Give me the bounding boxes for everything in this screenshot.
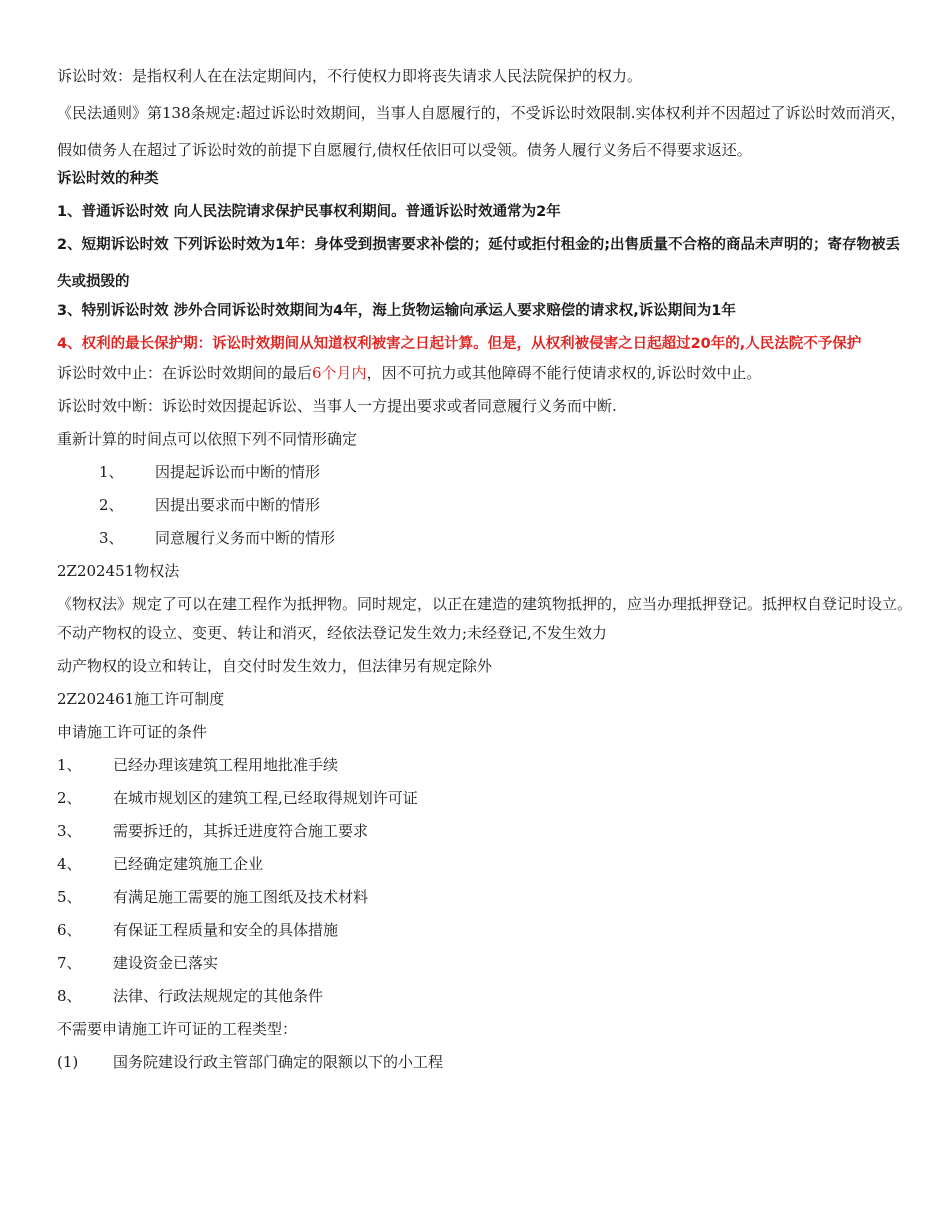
list-item	[57, 784, 913, 817]
permit-conditions-heading: 申请施工许可证的条件	[57, 723, 208, 741]
list-item-number: 3、	[57, 822, 82, 840]
list-item-text: 有保证工程质量和安全的具体措施	[113, 921, 339, 939]
list-item-text: 有满足施工需要的施工图纸及技术材料	[113, 888, 369, 906]
list-item-number: 4、	[57, 855, 82, 873]
list-item-text: 已经办理该建筑工程用地批准手续	[113, 756, 339, 774]
list-item	[57, 751, 913, 784]
statute-suspension-text-a: 诉讼时效中止：在诉讼时效期间的最后	[57, 364, 313, 382]
permit-conditions-list	[57, 751, 913, 1015]
list-item	[57, 524, 913, 557]
statute-interruption: 诉讼时效中断：诉讼时效因提起诉讼、当事人一方提出要求或者同意履行义务而中断.	[57, 397, 617, 415]
list-item-number: 5、	[57, 888, 82, 906]
list-item-text: 因提起诉讼而中断的情形	[155, 463, 321, 481]
statute-max-protection: 4、权利的最长保护期：诉讼时效期间从知道权利被害之日起计算。但是，从权利被侵害之日起超过20年的,人民法院不予保护	[57, 336, 862, 352]
no-permit-heading: 不需要申请施工许可证的工程类型：	[57, 1020, 298, 1038]
list-item	[57, 458, 913, 491]
list-item-number: 8、	[57, 987, 82, 1005]
list-item-text: 已经确定建筑施工企业	[113, 855, 264, 873]
list-item-number: 3、	[99, 529, 124, 547]
list-item	[57, 817, 913, 850]
list-item-text: 建设资金已落实	[113, 954, 219, 972]
list-item-text: 同意履行义务而中断的情形	[155, 529, 336, 547]
list-item	[57, 883, 913, 916]
list-item-number: 1、	[57, 756, 82, 774]
statute-type-ordinary: 1、普通诉讼时效 向人民法院请求保护民事权利期间。普通诉讼时效通常为2年	[57, 204, 561, 220]
list-item-text: 需要拆迁的，其拆迁进度符合施工要求	[113, 822, 369, 840]
list-item-number: (1)	[57, 1053, 79, 1071]
civil-law-article-138: 《民法通则》第138条规定:超过诉讼时效期间，当事人自愿履行的，不受诉讼时效限制.实体权利并不因超过了诉讼时效而消灭，假如债务人在超过了诉讼时效的前提下自愿履行,债权任依旧可以受领。债务人履行义务后不得要求返还。	[57, 104, 906, 159]
statute-suspension-text-b: ，因不可抗力或其他障碍不能行使请求权的,诉讼时效中止。	[366, 364, 762, 382]
list-item-text: 国务院建设行政主管部门确定的限额以下的小工程	[113, 1053, 444, 1071]
list-item-text: 在城市规划区的建筑工程,已经取得规划许可证	[113, 789, 418, 807]
list-item	[57, 1048, 913, 1081]
recalculation-list	[57, 458, 913, 557]
list-item-number: 1、	[99, 463, 124, 481]
list-item-number: 2、	[99, 496, 124, 514]
statute-types-heading: 诉讼时效的种类	[57, 171, 159, 187]
list-item-text: 因提出要求而中断的情形	[155, 496, 321, 514]
property-law-movable: 动产物权的设立和转让，自交付时发生效力，但法律另有规定除外	[57, 657, 493, 675]
no-permit-list	[57, 1048, 913, 1081]
list-item	[57, 850, 913, 883]
list-item-number: 6、	[57, 921, 82, 939]
list-item-text: 法律、行政法规规定的其他条件	[113, 987, 324, 1005]
statute-definition: 诉讼时效：是指权利人在在法定期间内，不行使权力即将丧失请求人民法院保护的权力。	[57, 67, 643, 85]
property-law-mortgage: 《物权法》规定了可以在建工程作为抵押物。同时规定，以正在建造的建筑物抵押的，应当办理抵押登记。抵押权自登记时设立。	[57, 595, 913, 613]
list-item	[57, 491, 913, 524]
permit-system-heading: 2Z202461施工许可制度	[57, 690, 225, 708]
list-item-number: 7、	[57, 954, 82, 972]
statute-suspension	[57, 359, 913, 392]
list-item-number: 2、	[57, 789, 82, 807]
statute-type-short: 2、短期诉讼时效 下列诉讼时效为1年：身体受到损害要求补偿的；延付或拒付租金的;出售质量不合格的商品未声明的；寄存物被丢失或损毁的	[57, 237, 901, 290]
property-law-heading: 2Z202451物权法	[57, 562, 180, 580]
statute-suspension-period: 6个月内	[312, 364, 367, 382]
statute-type-special: 3、特别诉讼时效 涉外合同诉讼时效期间为4年，海上货物运输向承运人要求赔偿的请求权,诉讼期间为1年	[57, 303, 736, 319]
list-item	[57, 916, 913, 949]
list-item	[57, 982, 913, 1015]
document-page	[57, 62, 913, 1081]
recalculation-intro: 重新计算的时间点可以依照下列不同情形确定	[57, 430, 358, 448]
list-item	[57, 949, 913, 982]
property-law-immovable: 不动产物权的设立、变更、转让和消灭，经依法登记发生效力;未经登记,不发生效力	[57, 624, 607, 642]
